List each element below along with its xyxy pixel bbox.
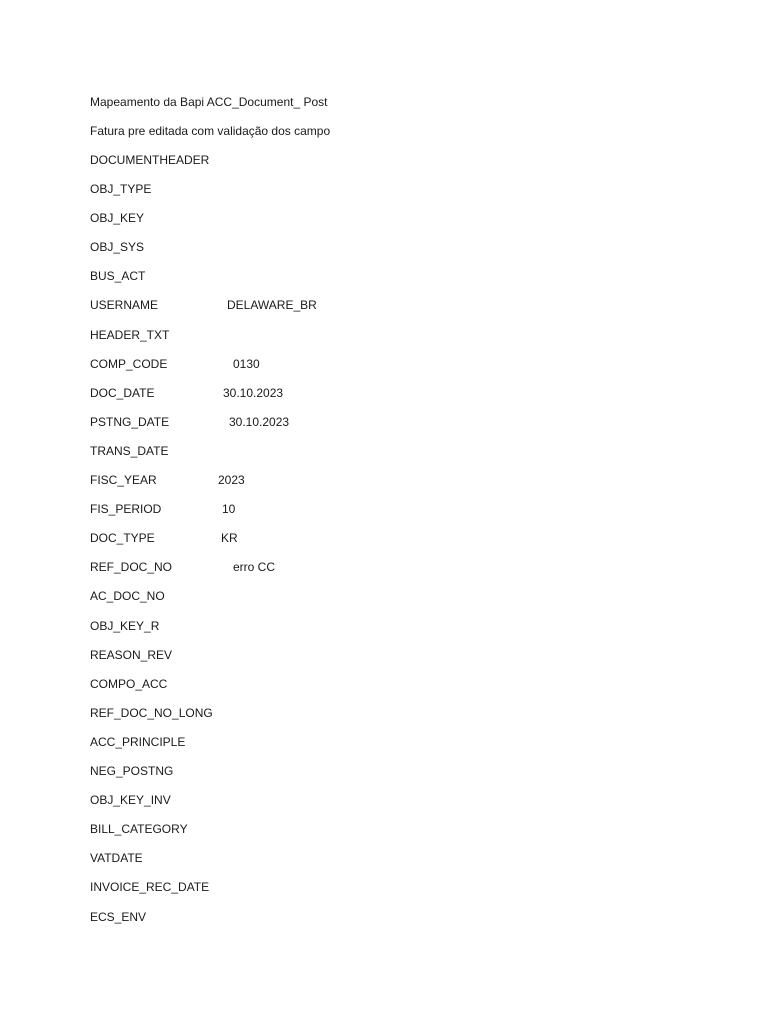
field-name: HEADER_TXT: [90, 328, 170, 342]
field-row: [90, 413, 290, 431]
field-row: [90, 587, 165, 605]
field-row: [90, 529, 238, 547]
field-row: [90, 471, 245, 489]
field-name: ECS_ENV: [90, 910, 147, 924]
field-row: [90, 558, 276, 576]
field-row: [90, 878, 209, 896]
field-name: VATDATE: [90, 851, 143, 865]
field-value: DELAWARE_BR: [227, 298, 317, 312]
field-name: DOC_DATE: [90, 386, 155, 400]
field-name: REF_DOC_NO: [90, 560, 173, 574]
field-row: [90, 849, 143, 867]
field-row: [90, 675, 167, 693]
document-subtitle: Fatura pre editada com validação dos campo: [90, 124, 331, 138]
field-name: COMP_CODE: [90, 357, 168, 371]
field-value: erro CC: [233, 560, 276, 574]
field-row: [90, 908, 146, 926]
field-name: DOC_TYPE: [90, 531, 155, 545]
field-value: KR: [221, 531, 238, 545]
field-row: [90, 704, 213, 722]
field-name: OBJ_KEY_R: [90, 619, 160, 633]
field-row: [90, 820, 188, 838]
field-name: PSTNG_DATE: [90, 415, 170, 429]
field-name: FIS_PERIOD: [90, 502, 162, 516]
field-row: [90, 646, 172, 664]
field-row: [90, 209, 144, 227]
field-value: 30.10.2023: [229, 415, 290, 429]
field-value: 30.10.2023: [223, 386, 284, 400]
field-name: NEG_POSTNG: [90, 764, 174, 778]
field-name: TRANS_DATE: [90, 444, 169, 458]
field-row: [90, 384, 284, 402]
field-name: REASON_REV: [90, 648, 173, 662]
field-name: REF_DOC_NO_LONG: [90, 706, 213, 720]
field-row: [90, 180, 151, 198]
field-name: OBJ_SYS: [90, 240, 145, 254]
field-row: [90, 296, 317, 314]
field-name: BUS_ACT: [90, 269, 146, 283]
field-row: [90, 238, 144, 256]
field-name: INVOICE_REC_DATE: [90, 880, 210, 894]
field-name: FISC_YEAR: [90, 473, 157, 487]
field-value: 2023: [218, 473, 245, 487]
field-row: [90, 355, 260, 373]
field-row: [90, 762, 173, 780]
field-row: [90, 791, 171, 809]
field-name: BILL_CATEGORY: [90, 822, 188, 836]
section-heading: DOCUMENTHEADER: [90, 153, 210, 167]
field-row: [90, 733, 185, 751]
field-value: 0130: [233, 357, 260, 371]
field-row: [90, 500, 236, 518]
field-name: COMPO_ACC: [90, 677, 168, 691]
field-row: [90, 617, 159, 635]
field-value: 10: [222, 502, 236, 516]
field-name: OBJ_KEY: [90, 211, 145, 225]
document-title: Mapeamento da Bapi ACC_Document_ Post: [90, 95, 328, 109]
field-name: OBJ_TYPE: [90, 182, 152, 196]
field-row: [90, 326, 169, 344]
field-name: OBJ_KEY_INV: [90, 793, 171, 807]
field-row: [90, 442, 168, 460]
field-name: ACC_PRINCIPLE: [90, 735, 186, 749]
field-name: AC_DOC_NO: [90, 589, 165, 603]
field-row: [90, 267, 145, 285]
field-name: USERNAME: [90, 298, 159, 312]
